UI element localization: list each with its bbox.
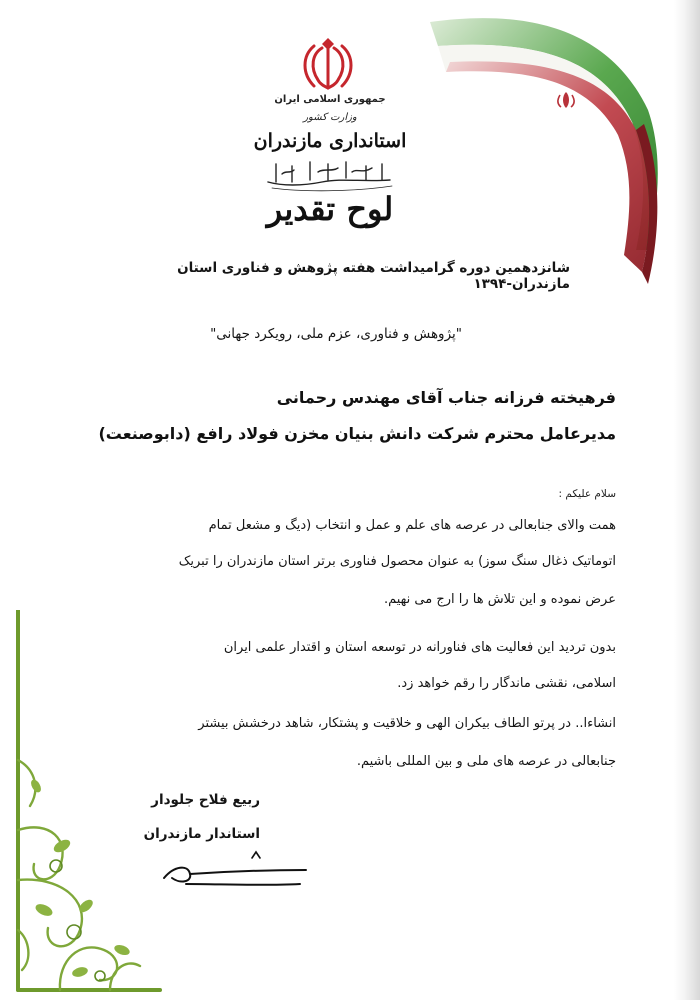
event-slogan: "پژوهش و فناوری، عزم ملی، رویکرد جهانی" — [210, 326, 462, 342]
paragraph-1-line-2: اتوماتیک ذغال سنگ سوز) به عنوان محصول فناوری برتر استان مازندران را تبریک — [178, 554, 616, 569]
ministry-label: وزارت کشور — [303, 112, 357, 123]
signatory-position: استاندار مازندران — [143, 826, 260, 842]
flag-ribbon-decoration — [410, 0, 700, 300]
paragraph-1-line-1: همت والای جنابعالی در عرصه های علم و عمل و انتخاب (دیگ و مشعل تمام — [208, 518, 616, 533]
recipient-position: مدیرعامل محترم شرکت دانش بنیان مخزن فولاد رافع (دابوصنعت) — [98, 424, 616, 443]
paragraph-1-line-3: عرض نموده و این تلاش ها را ارج می نهیم. — [383, 592, 616, 607]
basmala-calligraphy — [262, 156, 402, 192]
paragraph-3-line-2: جنابعالی در عرصه های ملی و بین المللی باشیم. — [356, 754, 616, 769]
paragraph-2-line-2: اسلامی، نقشی ماندگار را رقم خواهد زد. — [397, 676, 616, 691]
province-office-title: استانداری مازندران — [253, 130, 407, 152]
vine-corner-ornament — [0, 610, 170, 1000]
paragraph-3-line-1: انشاءا.. در پرتو الطاف بیکران الهی و خلاقیت و پشتکار، شاهد درخشش بیشتر — [198, 716, 616, 731]
iran-emblem-icon — [300, 38, 356, 94]
event-title: شانزدهمین دوره گرامیداشت هفته پژوهش و فناوری استان مازندران-۱۳۹۴ — [177, 260, 570, 292]
flag-emblem-icon — [558, 92, 574, 108]
certificate-title: لوح تقدیر — [266, 190, 394, 228]
signatory-name: ربیع فلاح جلودار — [151, 792, 260, 808]
recipient-name: فرهیخته فرزانه جناب آقای مهندس رحمانی — [276, 388, 616, 407]
handwritten-signature — [160, 848, 310, 890]
greeting-text: سلام علیکم : — [558, 488, 616, 500]
paragraph-2-line-1: بدون تردید این فعالیت های فناورانه در توسعه استان و اقتدار علمی ایران — [223, 640, 616, 655]
republic-label: جمهوری اسلامی ایران — [274, 94, 386, 105]
